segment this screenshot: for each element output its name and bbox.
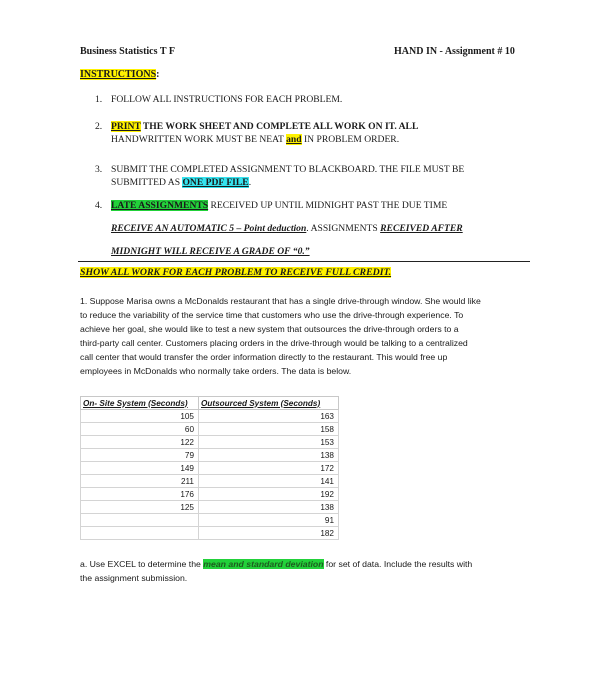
outsourced-cell: 153: [199, 436, 339, 449]
onsite-cell: 105: [81, 410, 199, 423]
onsite-cell: [81, 514, 199, 527]
problem-line-5: call center that would transfer the order information directly to the restaurant. This would free up: [80, 352, 448, 362]
instruction-2-rest: THE WORK SHEET AND COMPLETE ALL WORK ON IT. ALL: [140, 121, 419, 132]
instruction-4-line2: [111, 223, 463, 234]
table-row: [81, 514, 339, 527]
service-time-table: [80, 396, 339, 540]
pdf-file-keyword: ONE PDF FILE: [182, 177, 249, 188]
instruction-1-number: 1.: [95, 94, 103, 105]
instruction-2-number: 2.: [95, 121, 103, 132]
problem-line-2: to reduce the variability of the service time that customers who use the drive-through experience. To: [80, 310, 464, 320]
table-row: [81, 475, 339, 488]
instructions-heading: [80, 69, 159, 80]
print-keyword: PRINT: [111, 121, 141, 132]
table-row: [81, 462, 339, 475]
outsourced-cell: 138: [199, 501, 339, 514]
instruction-4-line1: [111, 200, 447, 211]
problem-line-1: 1. Suppose Marisa owns a McDonalds restaurant that has a single drive-through window. She would like: [80, 296, 481, 306]
divider-line: [78, 261, 530, 262]
instruction-4-line3: MIDNIGHT WILL RECEIVE A GRADE OF “0.”: [111, 246, 310, 257]
instruction-2-line2: [111, 134, 399, 145]
instruction-3-line2b: .: [248, 177, 252, 188]
onsite-cell: 149: [81, 462, 199, 475]
instruction-3-line1: SUBMIT THE COMPLETED ASSIGNMENT TO BLACKBOARD. THE FILE MUST BE: [111, 164, 465, 175]
outsourced-header: Outsourced System (Seconds): [199, 397, 339, 410]
instructions-heading-colon: :: [156, 69, 160, 80]
part-a-post: for set of data. Include the results with: [323, 559, 473, 569]
outsourced-cell: 163: [199, 410, 339, 423]
show-work-banner: SHOW ALL WORK FOR EACH PROBLEM TO RECEIVE FULL CREDIT.: [80, 267, 392, 278]
received-after: RECEIVED AFTER: [380, 223, 463, 234]
onsite-header: On- Site System (Seconds): [81, 397, 199, 410]
automatic-deduction: RECEIVE AN AUTOMATIC 5 – Point deduction: [111, 223, 307, 234]
instruction-4-number: 4.: [95, 200, 103, 211]
instruction-2-line2a: HANDWRITTEN WORK MUST BE NEAT: [111, 134, 287, 145]
instruction-3-line2a: SUBMITTED AS: [111, 177, 183, 188]
course-title: Business Statistics T F: [80, 46, 175, 57]
onsite-cell: [81, 527, 199, 540]
outsourced-cell: 182: [199, 527, 339, 540]
outsourced-cell: 158: [199, 423, 339, 436]
table-row: [81, 449, 339, 462]
assignment-title: HAND IN - Assignment # 10: [394, 46, 515, 57]
instruction-4-line1-rest: RECEIVED UP UNTIL MIDNIGHT PAST THE DUE TIME: [208, 200, 448, 211]
part-a-line-2: the assignment submission.: [80, 573, 188, 583]
problem-line-3: achieve her goal, she would like to test a new system that outsources the drive-through orders to a: [80, 324, 459, 334]
and-keyword: and: [286, 134, 302, 145]
late-assignments-keyword: LATE ASSIGNMENTS: [111, 200, 209, 211]
outsourced-cell: 172: [199, 462, 339, 475]
mean-sd-highlight: mean and standard deviation: [203, 559, 324, 569]
part-a-line-1: [80, 559, 472, 569]
onsite-cell: 176: [81, 488, 199, 501]
table-row: [81, 501, 339, 514]
table-row: [81, 527, 339, 540]
instruction-4-line2b: . ASSIGNMENTS: [306, 223, 381, 234]
instruction-2-line2b: IN PROBLEM ORDER.: [301, 134, 400, 145]
onsite-cell: 125: [81, 501, 199, 514]
table-row: [81, 423, 339, 436]
problem-line-4: third-party call center. Customers placing orders in the drive-through would be talking to a centralized: [80, 338, 468, 348]
table-header-row: [81, 397, 339, 410]
table-row: [81, 436, 339, 449]
table-row: [81, 410, 339, 423]
outsourced-cell: 141: [199, 475, 339, 488]
onsite-cell: 122: [81, 436, 199, 449]
instructions-heading-text: INSTRUCTIONS: [80, 69, 157, 80]
instruction-3-line2: [111, 177, 251, 188]
onsite-cell: 60: [81, 423, 199, 436]
table-row: [81, 488, 339, 501]
instruction-3-number: 3.: [95, 164, 103, 175]
outsourced-cell: 138: [199, 449, 339, 462]
onsite-cell: 79: [81, 449, 199, 462]
part-a-pre: a. Use EXCEL to determine the: [80, 559, 204, 569]
problem-line-6: employees in McDonalds who normally take orders. The data is below.: [80, 366, 352, 376]
outsourced-cell: 91: [199, 514, 339, 527]
instruction-1-text: FOLLOW ALL INSTRUCTIONS FOR EACH PROBLEM.: [111, 94, 343, 105]
instruction-2-line1: [111, 121, 418, 132]
onsite-cell: 211: [81, 475, 199, 488]
outsourced-cell: 192: [199, 488, 339, 501]
